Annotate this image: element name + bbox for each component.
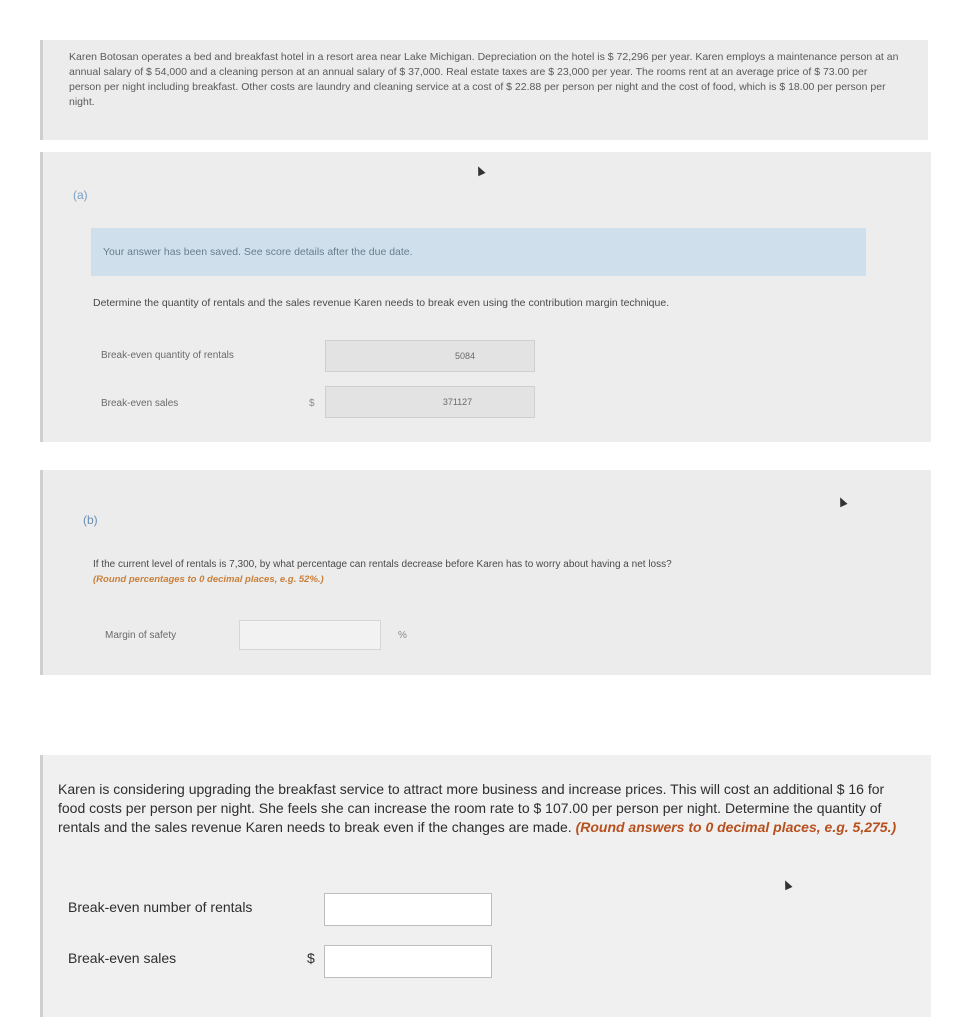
upgrade-break-even-sales-input[interactable] — [324, 945, 492, 978]
dollar-sign: $ — [307, 950, 315, 966]
part-b-instruction — [93, 557, 913, 587]
margin-of-safety-label: Margin of safety — [105, 630, 177, 641]
saved-notice-banner — [91, 228, 866, 276]
break-even-rentals-input[interactable] — [324, 893, 492, 926]
break-even-sales-input[interactable] — [325, 386, 535, 418]
break-even-sales-value: 371127 — [442, 397, 473, 407]
part-a-label: (a) — [73, 188, 88, 202]
upgrade-scenario-instruction — [58, 780, 913, 837]
break-even-sales-label: Break-even sales — [101, 398, 179, 409]
mouse-pointer-icon — [781, 879, 792, 891]
break-even-quantity-label: Break-even quantity of rentals — [101, 350, 234, 361]
part-b-round-note: (Round percentages to 0 decimal places, e.g. 52%.) — [93, 574, 324, 585]
dollar-sign: $ — [309, 398, 315, 409]
upgrade-scenario-text: Karen is considering upgrading the breakfast service to attract more business and increase prices. This will cost an additional $ 16 for food costs per person per night. She feels she can increase the room rate to $ 107.00 per person per night. Determine the quantity of rentals and the sales revenue Karen needs to break even if the changes are made. — [58, 781, 885, 835]
break-even-rentals-label: Break-even number of rentals — [68, 899, 253, 915]
upgrade-round-note: (Round answers to 0 decimal places, e.g. 5,275.) — [575, 819, 897, 835]
break-even-quantity-value: 5084 — [454, 351, 476, 361]
part-b-question: If the current level of rentals is 7,300, by what percentage can rentals decrease before Karen has to worry about having a net loss? — [93, 559, 672, 570]
part-a-section — [40, 152, 931, 442]
mouse-pointer-icon — [836, 496, 847, 508]
part-b-label: (b) — [83, 513, 98, 527]
part-b-section — [40, 470, 931, 675]
percent-sign: % — [398, 630, 407, 641]
margin-of-safety-input[interactable] — [239, 620, 381, 650]
problem-statement — [40, 40, 928, 140]
break-even-quantity-input[interactable] — [325, 340, 535, 372]
problem-text: Karen Botosan operates a bed and breakfast hotel in a resort area near Lake Michigan. Depreciation on the hotel is $ 72,296 per year. Karen employs a maintenance person at an annual salary of $ 54,000 and a cleaning person at an annual salary of $ 37,000. Real estate taxes are $ 23,000 per year. The rooms rent at an average price of $ 73.00 per person per night including breakfast. Other costs are laundry and cleaning service at a cost of $ 22.88 per person per night and the cost of food, which is $ 18.00 per person per night. — [69, 51, 899, 108]
part-a-instruction: Determine the quantity of rentals and the sales revenue Karen needs to break even using the contribution margin technique. — [93, 297, 670, 309]
saved-notice-text: Your answer has been saved. See score details after the due date. — [103, 246, 413, 258]
mouse-pointer-icon — [474, 165, 485, 177]
upgrade-scenario-section — [40, 755, 931, 1017]
upgrade-break-even-sales-label: Break-even sales — [68, 950, 177, 966]
